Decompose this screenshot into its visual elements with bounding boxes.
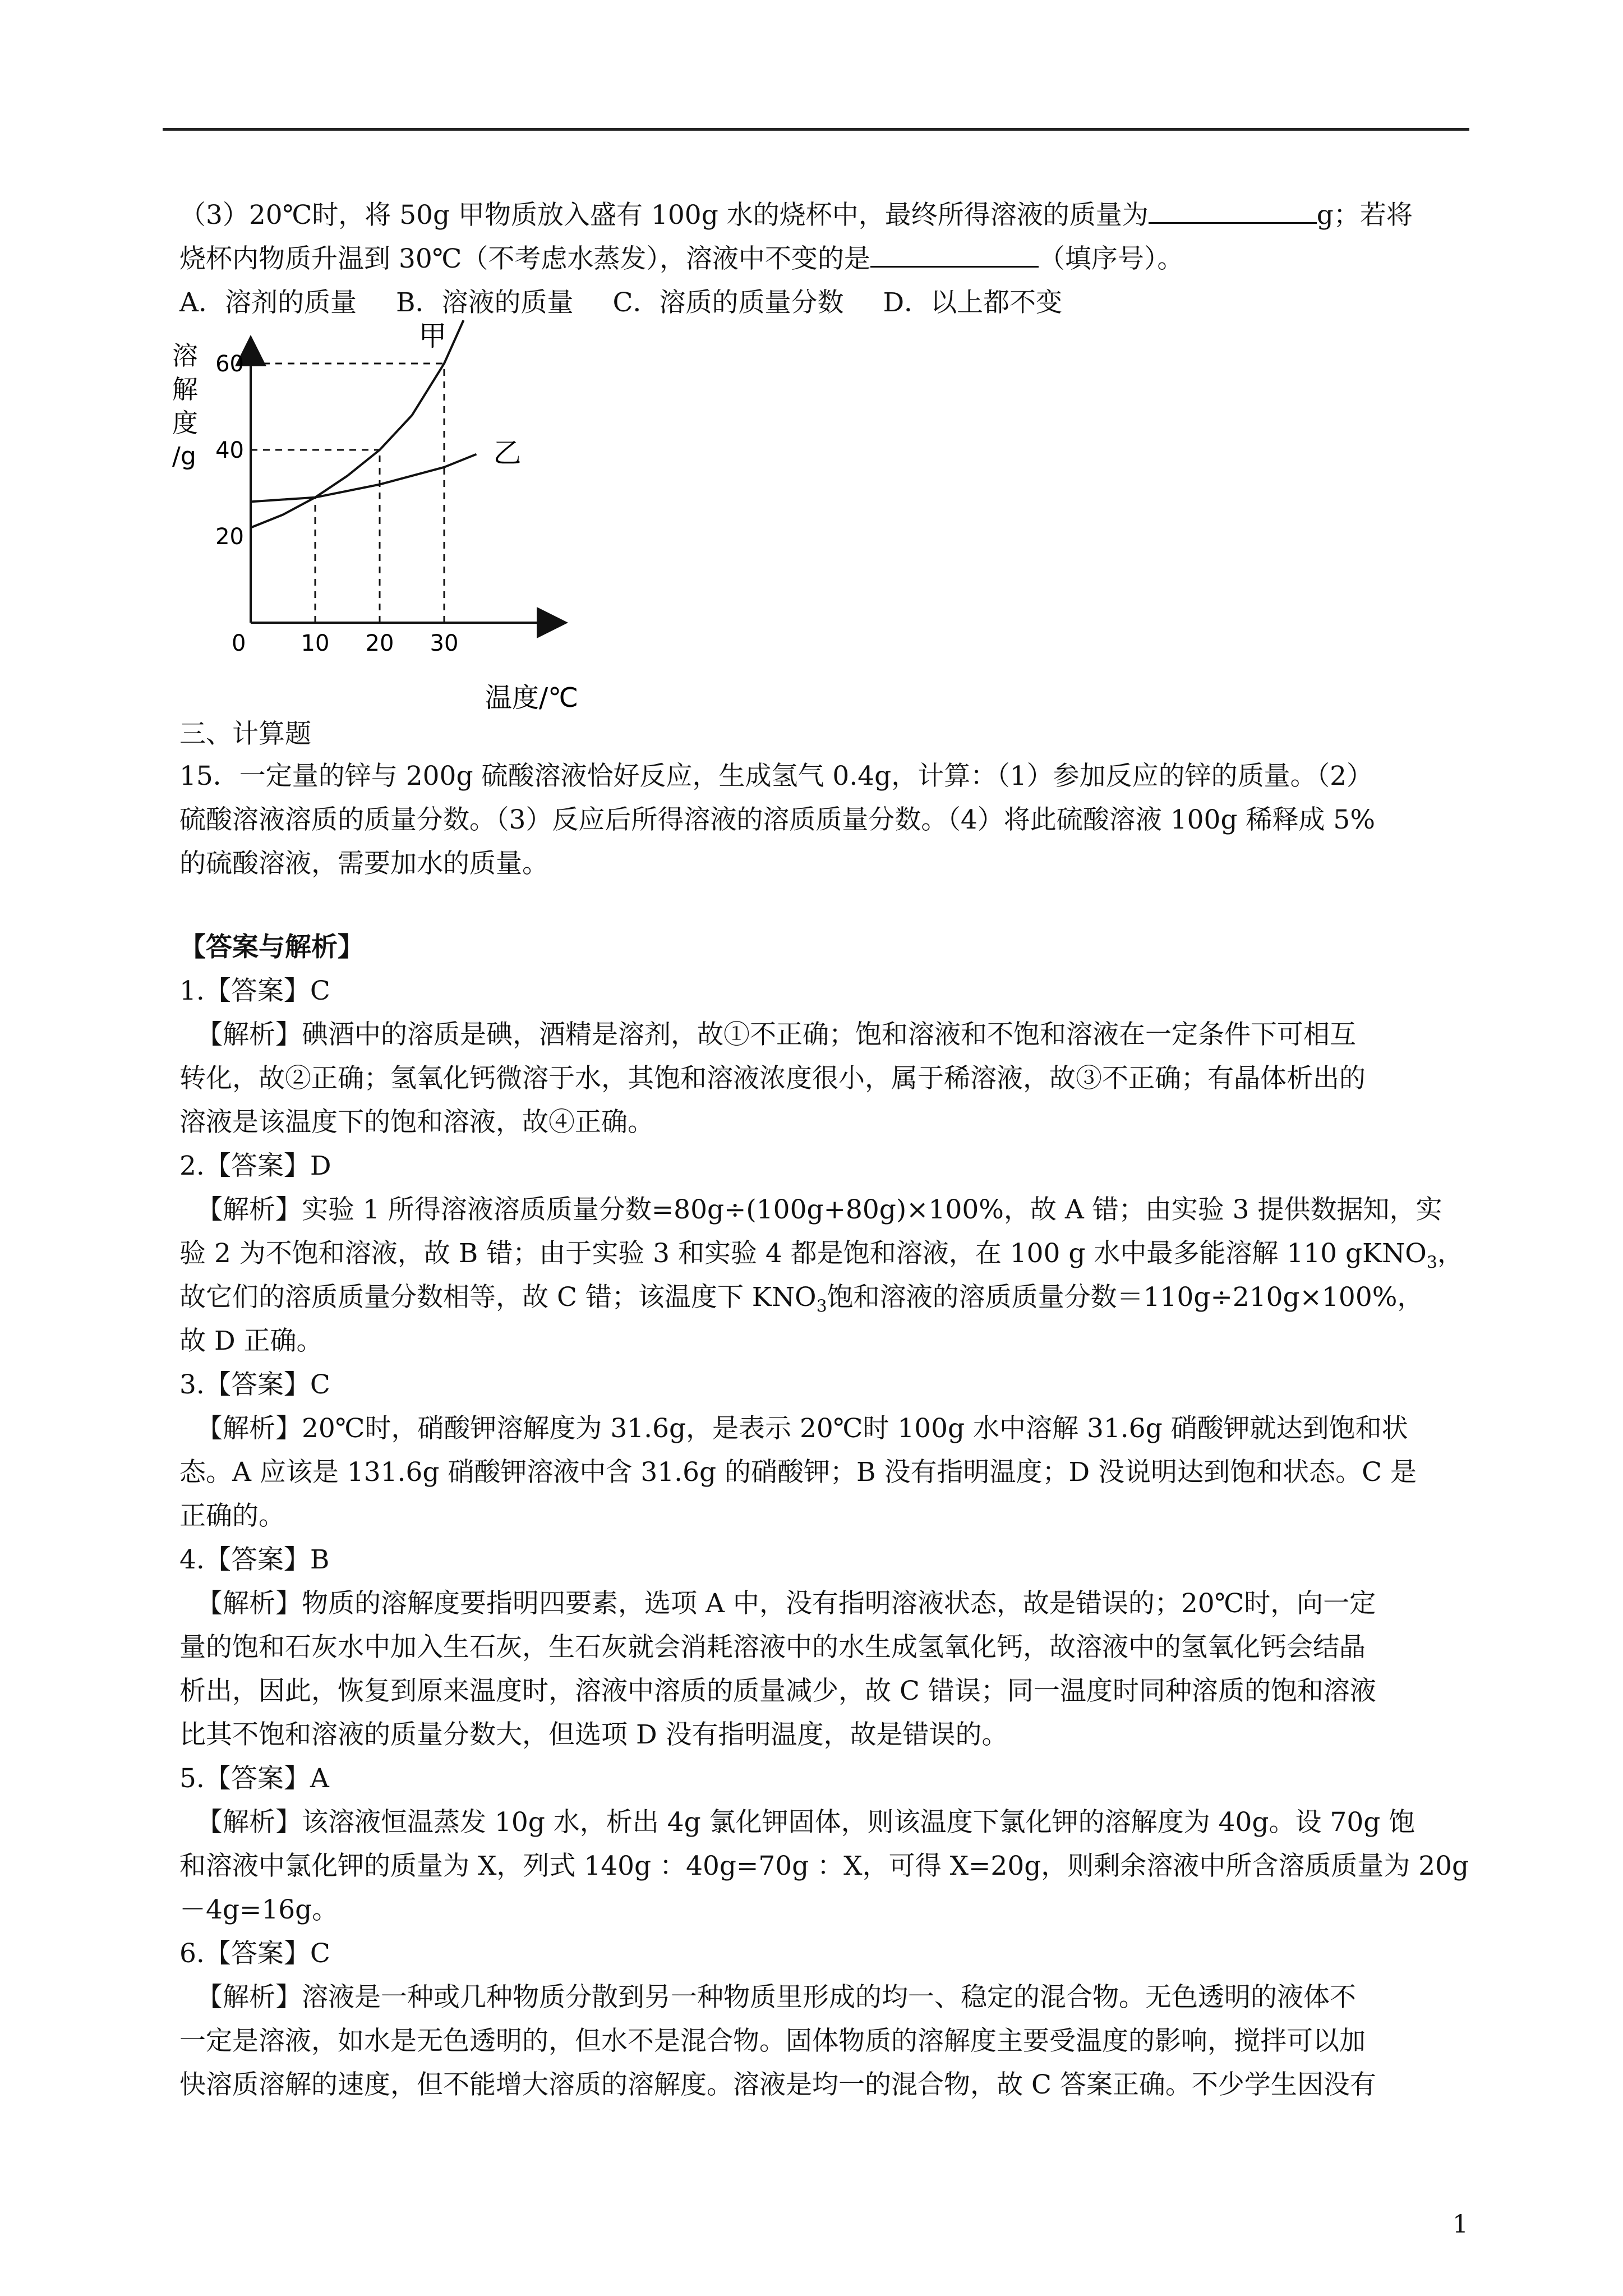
q3-line2 [179,237,1486,281]
subscript: 3 [816,1296,827,1317]
answer-3: 3.【答案】C [179,1369,330,1400]
analysis-line: 【解析】该溶液恒温蒸发 10g 水，析出 4g 氯化钾固体，则该温度下氯化钾的溶解度为 40g。设 70g 饱 [196,1807,1415,1838]
analysis-text: 饱和溶液的溶质质量分数＝110g÷210g×100%， [827,1282,1424,1313]
option-d: D．以上都不变 [883,287,1063,318]
analysis-line: 故 D 正确。 [179,1326,323,1356]
y-axis-label-char: 度 [172,408,198,438]
analysis-line: 正确的。 [179,1501,285,1531]
y-tick-label: 40 [215,438,244,463]
analysis-text: 验 2 为不饱和溶液，故 B 错；由于实验 3 和实验 4 都是饱和溶液，在 100 g 水中最多能溶解 110 gKNO [179,1238,1427,1269]
analysis-text: 故它们的溶质质量分数相等，故 C 错；该温度下 KNO [179,1282,817,1313]
x-tick-label: 30 [430,631,459,656]
answer-2: 2.【答案】D [179,1151,331,1181]
analysis-line: 一定是溶液，如水是无色透明的，但水不是混合物。固体物质的溶解度主要受温度的影响，搅拌可以加 [179,2026,1366,2056]
analysis-line: 【解析】20℃时，硝酸钾溶解度为 31.6g，是表示 20℃时 100g 水中溶解 31.6g 硝酸钾就达到饱和状 [196,1413,1408,1444]
analysis-line: 比其不饱和溶液的质量分数大，但选项 D 没有指明温度，故是错误的。 [179,1719,1008,1750]
x-tick-label: 10 [301,631,330,656]
header-rule [163,128,1469,131]
x-axis-label: 温度/℃ [485,682,579,714]
q15-line: 硫酸溶液溶质的质量分数。（3）反应后所得溶液的溶质质量分数。（4）将此硫酸溶液 100g 稀释成 5% [179,804,1375,835]
answer-blank[interactable] [870,243,1039,268]
y-axis-label-char: /g [172,442,196,471]
y-tick-label: 60 [215,351,244,377]
q3-text: （填序号）。 [1038,243,1184,274]
section-heading: 三、计算题 [179,719,311,749]
q3-line1 [179,194,1486,237]
tick-labels [215,351,458,656]
analysis-text: ， [1437,1238,1464,1269]
series-line-2 [251,454,477,502]
series-label: 甲 [418,320,447,352]
origin-label: 0 [232,631,246,656]
series-layer [251,320,522,528]
y-axis-label [172,341,198,471]
guide-lines [251,364,444,623]
analysis-line: 和溶液中氯化钾的质量为 X，列式 140g ：40g=70g ：X，可得 X=20g，则剩余溶液中所含溶质质量为 20g [179,1851,1469,1881]
subscript: 3 [1426,1253,1437,1273]
answer-1: 1.【答案】C [179,976,330,1006]
y-axis-label-char: 溶 [172,341,198,371]
analysis-line: 【解析】碘酒中的溶质是碘，酒精是溶剂，故①不正确；饱和溶液和不饱和溶液在一定条件下可相互 [196,1019,1356,1050]
option-c: C．溶质的质量分数 [612,287,844,318]
analysis-line: 【解析】物质的溶解度要指明四要素，选项 A 中，没有指明溶液状态，故是错误的；20℃时，向一定 [196,1588,1376,1619]
x-tick-label: 20 [365,631,394,656]
series-label: 乙 [493,436,522,470]
analysis-line: 【解析】实验 1 所得溶液溶质质量分数=80g÷(100g+80g)×100%，故 A 错；由实验 3 提供数据知，实 [196,1194,1442,1225]
q3-text: g；若将 [1316,200,1413,231]
q15-line: 15．一定量的锌与 200g 硫酸溶液恰好反应，生成氢气 0.4g，计算：（1）参加反应的锌的质量。（2） [179,761,1373,792]
option-b: B．溶液的质量 [395,287,574,318]
analysis-line: 转化，故②正确；氢氧化钙微溶于水，其饱和溶液浓度很小，属于稀溶液，故③不正确；有晶体析出的 [179,1063,1366,1094]
solubility-chart [165,320,603,729]
y-tick-label: 20 [215,524,244,550]
page-number: 1 [1453,2210,1468,2239]
answer-blank[interactable] [1149,200,1317,224]
analysis-line: 快溶质溶解的速度，但不能增大溶质的溶解度。溶液是均一的混合物，故 C 答案正确。不少学生因没有 [179,2069,1376,2100]
answers-title: 【答案与解析】 [179,932,364,963]
analysis-line: －4g=16g。 [179,1894,339,1925]
analysis-line: 量的饱和石灰水中加入生石灰，生石灰就会消耗溶液中的水生成氢氧化钙，故溶液中的氢氧化钙会结晶 [179,1632,1366,1663]
answer-4: 4.【答案】B [179,1544,330,1575]
answer-6: 6.【答案】C [179,1938,330,1969]
analysis-line: 溶液是该温度下的饱和溶液，故④正确。 [179,1107,654,1138]
analysis-line: 【解析】溶液是一种或几种物质分散到另一种物质里形成的均一、稳定的混合物。无色透明的液体不 [196,1982,1356,2013]
analysis-line: 析出，因此，恢复到原来温度时，溶液中溶质的质量减少，故 C 错误；同一温度时同种溶质的饱和溶液 [179,1676,1376,1706]
analysis-line: 态。A 应该是 131.6g 硝酸钾溶液中含 31.6g 的硝酸钾；B 没有指明温度；D 没说明达到饱和状态。C 是 [179,1457,1417,1488]
q3-text: （3）20℃时，将 50g 甲物质放入盛有 100g 水的烧杯中，最终所得溶液的质量为 [179,200,1149,231]
q15-line: 的硫酸溶液，需要加水的质量。 [179,848,548,879]
option-a: A．溶剂的质量 [179,287,357,318]
q3-options [179,281,1486,325]
y-axis-label-char: 解 [172,374,198,404]
q3-text: 烧杯内物质升温到 30℃（不考虑水蒸发），溶液中不变的是 [179,243,870,274]
answer-5: 5.【答案】A [179,1763,329,1794]
